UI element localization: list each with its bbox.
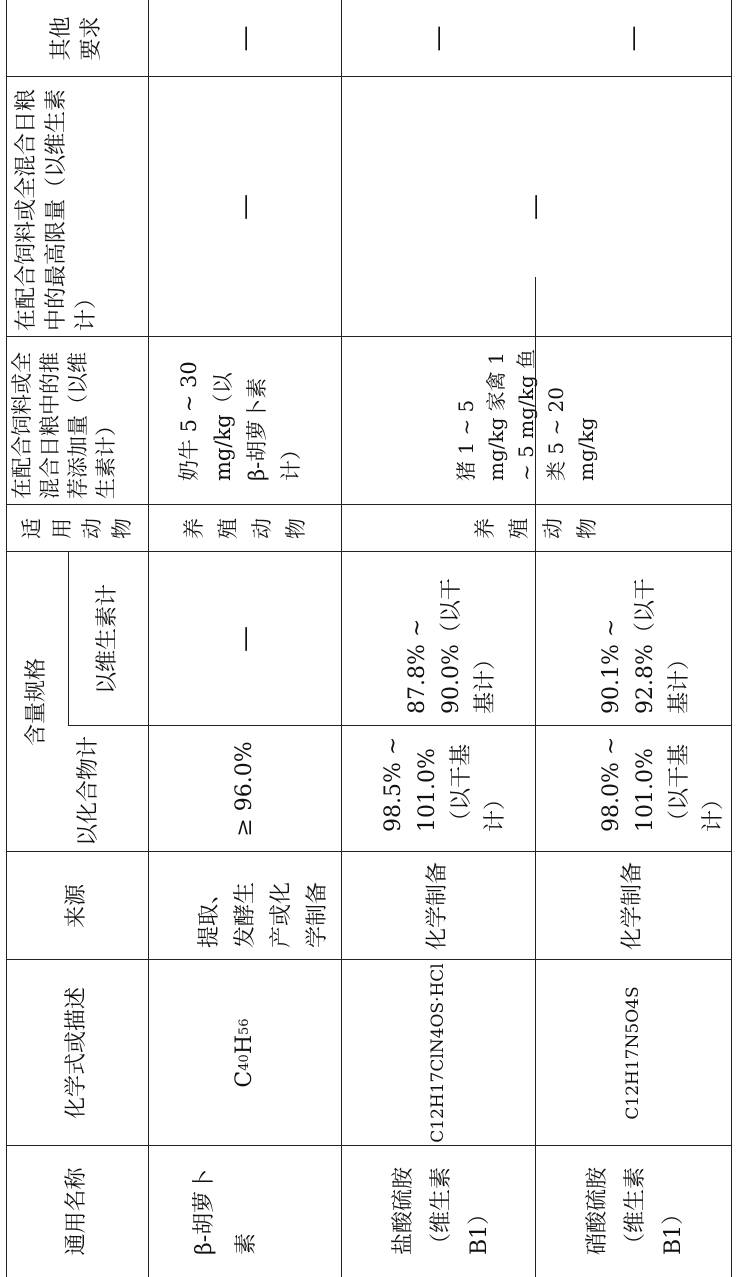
row-beta-carotene-other: —	[229, 25, 260, 52]
row-thiamine-nitrate-formula: C12H17N5O4S	[623, 986, 643, 1120]
header-source: 来源	[64, 884, 89, 929]
header-recommended: 在配合饲料或全混合日粮中的推荐添加量（以维生素计）	[10, 352, 118, 499]
header-content-spec: 含量规格	[24, 658, 49, 747]
row-thiamine-nitrate-name: 硝酸硫胺（维生素B1）	[585, 1166, 686, 1255]
header-name: 通用名称	[64, 1167, 89, 1256]
row-thiamine-hcl-as-vitamin: 87.8% ~ 90.0%（以干基计）	[405, 578, 498, 714]
row-thiamine-hcl-other: —	[423, 25, 453, 52]
row-beta-carotene-formula: C 40 H 56	[231, 1018, 257, 1088]
row-thiamine-nitrate-as-vitamin: 90.1% ~ 92.8%（以干基计）	[599, 578, 692, 714]
row-beta-carotene-animals: 养殖动物	[181, 518, 308, 539]
row-thiamine-hcl-as-compound: 98.5% ~ 101.0%（以干基计）	[381, 736, 508, 832]
row-beta-carotene-source: 提取、发酵生产或化学制备	[197, 881, 330, 948]
row-thiamine-hcl-formula: C12H17ClN4OS·HCl	[428, 963, 448, 1143]
row-thiamine-nitrate-other: —	[618, 25, 648, 52]
row-thiamine-recommended: 猪 1 ~ 5 mg/kg 家禽 1 ~ 5 mg/kg 鱼类 5 ~ 20 mg/kg	[454, 349, 598, 481]
row-thiamine-nitrate-source: 化学制备	[620, 862, 645, 951]
header-other: 其他要求	[49, 16, 104, 61]
header-as-vitamin: 以维生素计	[95, 584, 120, 695]
row-thiamine-hcl-source: 化学制备	[425, 862, 450, 951]
row-beta-carotene-recommended: 奶牛 5 ~ 30 mg/kg（以 β-胡萝卜素计）	[177, 361, 303, 481]
row-thiamine-hcl-name: 盐酸硫胺（维生素B1）	[391, 1166, 492, 1255]
header-animals: 适用动物	[20, 518, 134, 539]
header-as-compound: 以化合物计	[76, 735, 101, 846]
row-thiamine-animals: 养殖动物	[473, 518, 599, 539]
row-thiamine-max-limit: —	[520, 194, 550, 220]
row-beta-carotene-as-vitamin: —	[229, 626, 260, 652]
row-thiamine-nitrate-as-compound: 98.0% ~ 101.0%（以干基计）	[599, 736, 726, 832]
header-max-limit: 在配合饲料或全混合日粮中的最高限量（以维生素计）	[14, 88, 99, 331]
header-formula: 化学式或描述	[64, 987, 89, 1120]
rule	[731, 0, 732, 1277]
row-beta-carotene-as-compound: ≥ 96.0%	[231, 741, 257, 837]
row-beta-carotene-name: β-胡萝卜素	[192, 1168, 259, 1255]
row-beta-carotene-max-limit: —	[229, 194, 260, 220]
